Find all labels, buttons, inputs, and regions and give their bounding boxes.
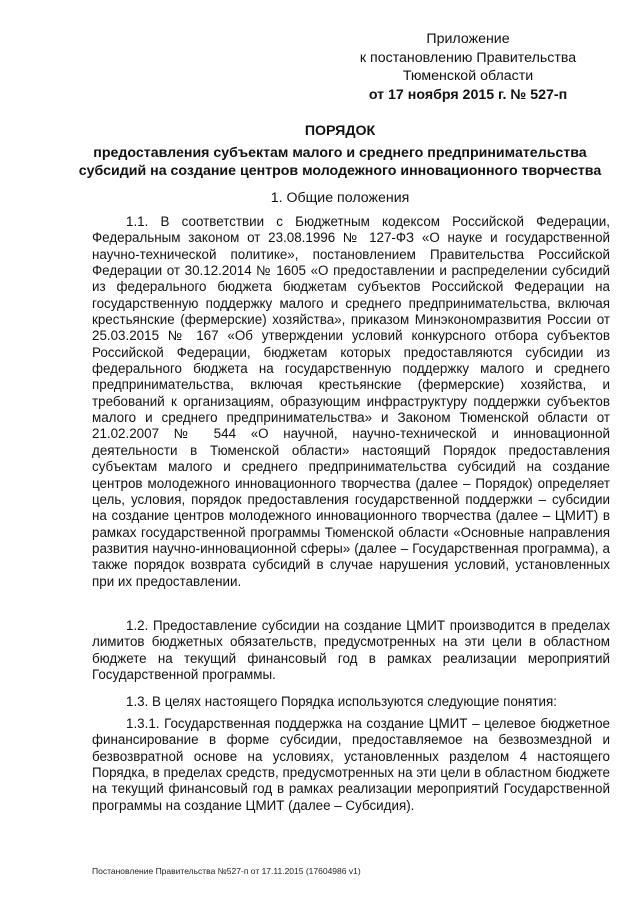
paragraph-1-3-1: 1.3.1. Государственная поддержка на создание ЦМИТ – целевое бюджетное финансирование в форме субсидии, предоставляемое на безвозмездной и безвозвратной основе на условиях, установленных разделом 4 настоящего Порядка, в пределах средств, предусмотренных на эти цели в областном бюджете на текущий финансовый год в рамках реализации мероприятий Государственной программы на создание ЦМИТ (далее – Субсидия). <box>92 716 610 813</box>
document-title <box>60 122 620 180</box>
title-subtitle: предоставления субъектам малого и среднего предпринимательства субсидий на создание центров молодежного инновационного творчества <box>78 145 602 179</box>
page-footer: Постановление Правительства №527-п от 17.11.2015 (17604986 v1) <box>92 866 361 876</box>
appendix-region: Тюменской области <box>402 68 534 84</box>
appendix-resolution: к постановлению Правительства <box>359 49 577 66</box>
paragraph-1-3: 1.3. В целях настоящего Порядка используются следующие понятия: <box>126 694 558 709</box>
paragraph-1-1: 1.1. В соответствии с Бюджетным кодексом Российской Федерации, Федеральным законом от 23.08.1996 № 127-ФЗ «О науке и государственной научно-технической политике», постановлением Правительства Российской Федерации от 30.12.2014 № 1605 «О предоставлении и распределении субсидий из федерального бюджета бюджетам субъектов Российской Федерации на государственную поддержку малого и среднего предпринимательства, включая крестьянские (фермерские) хозяйства», приказом Минэкономразвития России от 25.03.2015 № 167 «Об утверждении условий конкурсного отбора субъектов Российской Федерации, бюджетам которых предоставляются субсидии из федерального бюджета на государственную поддержку малого и среднего предпринимательства, включая крестьянские (фермерские) хозяйства, и требований к организациям, образующим инфраструктуру поддержки субъектов малого и среднего предпринимательства» и Законом Тюменской области от 21.02.2007 № 544 «О научной, научно-технической и инновационной деятельности в Тюменской области» настоящий Порядок предоставления субъектам малого и среднего предпринимательства субсидий на создание центров молодежного инновационного творчества (далее – Порядок) определяет цель, условия, порядок предоставления государственной поддержки – субсидии на создание центров молодежного инновационного творчества (далее – ЦМИТ) в рамках государственной программы Тюменской области «Основные направления развития научно-инновационной сферы» (далее – Государственная программа), а также порядок возврата субсидий в случае нарушения условий, установленных при их предоставлении. <box>92 214 610 589</box>
title-heading: ПОРЯДОК <box>304 123 376 139</box>
section-heading: 1. Общие положения <box>270 190 410 206</box>
appendix-date-number: от 17 ноября 2015 г. № 527-п <box>368 86 568 103</box>
appendix-block <box>348 30 588 104</box>
appendix-label: Приложение <box>426 31 510 47</box>
paragraph-1-2: 1.2. Предоставление субсидии на создание ЦМИТ производится в пределах лимитов бюджетных обязательств, предусмотренных на эти цели в областном бюджете на текущий финансовый год в рамках реализации мероприятий Государственной программы. <box>92 618 610 683</box>
